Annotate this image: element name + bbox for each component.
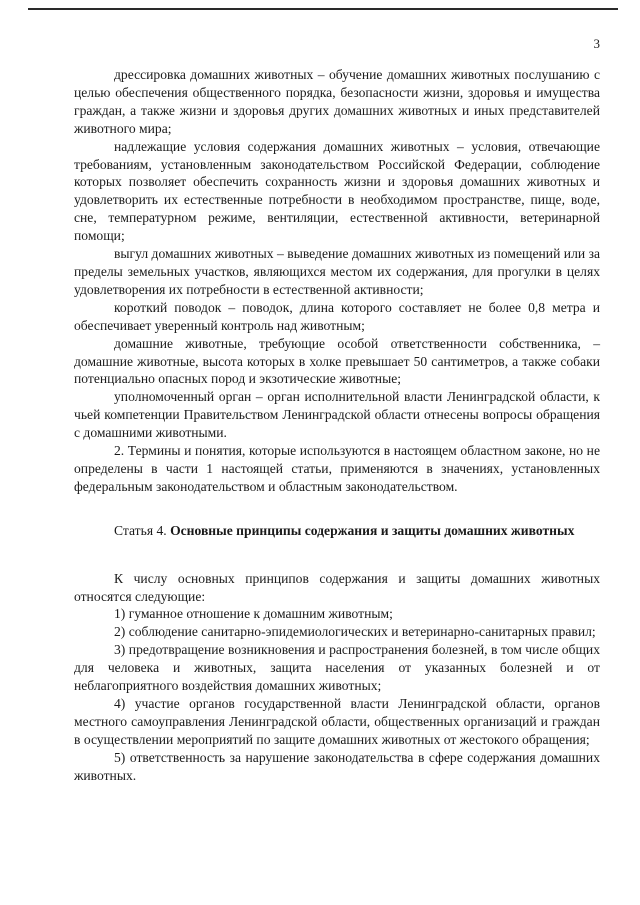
principle-item: 1) гуманное отношение к домашним животным;	[114, 606, 393, 622]
document-body	[74, 66, 600, 785]
article-4-heading	[74, 522, 600, 540]
principles-intro: К числу основных принципов содержания и защиты домашних животных относятся следующие:	[74, 570, 600, 604]
top-border-line	[28, 8, 618, 10]
definition-paragraph: надлежащие условия содержания домашних животных – условия, отвечающие требованиям, установленным законодательством Российской Федерации, соблюдение которых позволяет обеспечить сохранность жизни и здоровья домашних животных и удовлетворить их естественные потребности в необходимом пространстве, пище, воде, сне, температурном режиме, вентиляции, естественной активности, ветеринарной помощи;	[74, 138, 600, 244]
principle-item: 3) предотвращение возникновения и распространения болезней, в том числе общих для человека и животных, защита населения от указанных болезней и от неблагоприятного воздействия домашних животных;	[74, 642, 600, 694]
definition-paragraph: дрессировка домашних животных – обучение домашних животных послушанию с целью обеспечения общественного порядка, безопасности жизни, здоровья и имущества граждан, а также жизни и здоровья других домашних животных и иных представителей животного мира;	[74, 67, 600, 136]
principle-item: 4) участие органов государственной власти Ленинградской области, органов местного самоуправления Ленинградской области, общественных организаций и граждан в осуществлении мероприятий по защите домашних животных от жестокого обращения;	[74, 696, 600, 747]
article-4-title: Основные принципы содержания и защиты домашних животных	[170, 522, 575, 538]
article-4-label: Статья 4.	[114, 522, 171, 538]
definition-paragraph: уполномоченный орган – орган исполнительной власти Ленинградской области, к чьей компетенции Правительством Ленинградской области отнесены вопросы обращения с домашними животными.	[74, 389, 600, 441]
definition-paragraph: домашние животные, требующие особой ответственности собственника, – домашние животные, высота которых в холке превышает 50 сантиметров, а также собаки потенциально опасных пород и экзотические животные;	[74, 335, 600, 387]
principle-item: 5) ответственность за нарушение законодательства в сфере содержания домашних животных.	[74, 749, 600, 783]
page-number: 3	[593, 36, 600, 51]
definition-paragraph: выгул домашних животных – выведение домашних животных из помещений или за пределы земельных участков, являющихся местом их содержания, для прогулки в целях удовлетворения их потребности в естественной активности;	[74, 246, 600, 297]
principle-item: 2) соблюдение санитарно-эпидемиологических и ветеринарно-санитарных правил;	[114, 624, 596, 640]
clause-2-paragraph: 2. Термины и понятия, которые используются в настоящем областном законе, но не определены в части 1 настоящей статьи, применяются в значениях, установленных федеральным законодательством и областным законодательством.	[74, 443, 600, 494]
definition-paragraph: короткий поводок – поводок, длина которого составляет не более 0,8 метра и обеспечивает уверенный контроль над животным;	[74, 299, 600, 333]
